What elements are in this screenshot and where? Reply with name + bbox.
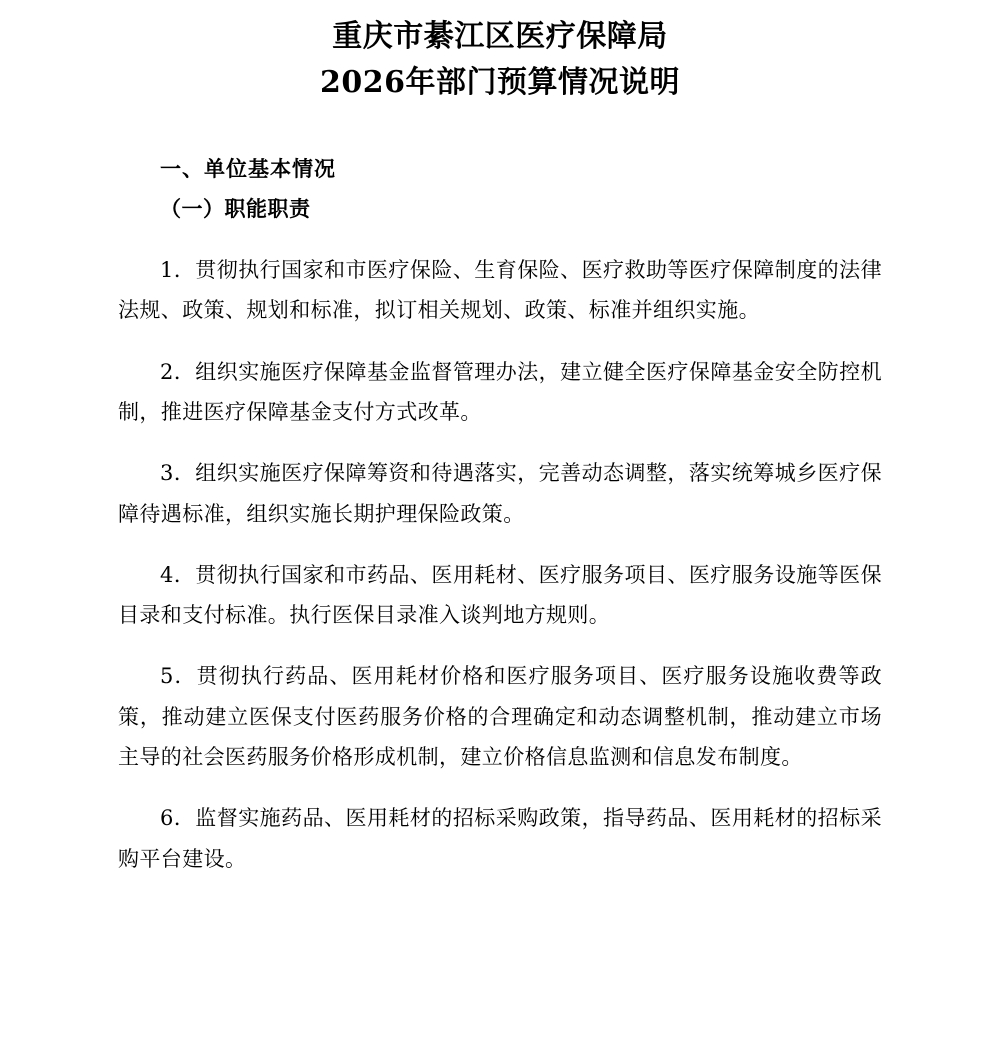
paragraph-item-3: 3．组织实施医疗保障筹资和待遇落实，完善动态调整，落实统筹城乡医疗保障待遇标准，组织实施长期护理保险政策。: [118, 461, 882, 526]
paragraph-item-2: 2．组织实施医疗保障基金监督管理办法，建立健全医疗保障基金安全防控机制，推进医疗保障基金支付方式改革。: [118, 359, 882, 424]
title-body-spacer: [118, 105, 882, 149]
paragraph-item-6: 6．监督实施药品、医用耗材的招标采购政策，指导药品、医用耗材的招标采购平台建设。: [118, 806, 882, 871]
page-title: [118, 14, 882, 105]
paragraph-item-4: 4．贯彻执行国家和市药品、医用耗材、医疗服务项目、医疗服务设施等医保目录和支付标准。执行医保目录准入谈判地方规则。: [118, 562, 882, 628]
paragraph-item-5: 5．贯彻执行药品、医用耗材价格和医疗服务项目、医疗服务设施收费等政策，推动建立医保支付医药服务价格的合理确定和动态调整机制，推动建立市场主导的社会医药服务价格形成机制，建立价格信息监测和信息发布制度。: [118, 664, 882, 770]
page-title-line-1: 重庆市綦江区医疗保障局: [332, 19, 668, 54]
paragraph-item-1: 1．贯彻执行国家和市医疗保险、生育保险、医疗救助等医疗保障制度的法律法规、政策、规划和标准，拟订相关规划、政策、标准并组织实施。: [118, 257, 882, 323]
sub-heading-duties: （一）职能职责: [160, 196, 311, 222]
page-title-line-2: 2026年部门预算情况说明: [320, 64, 680, 100]
section-heading-basic-info: 一、单位基本情况: [160, 156, 336, 182]
